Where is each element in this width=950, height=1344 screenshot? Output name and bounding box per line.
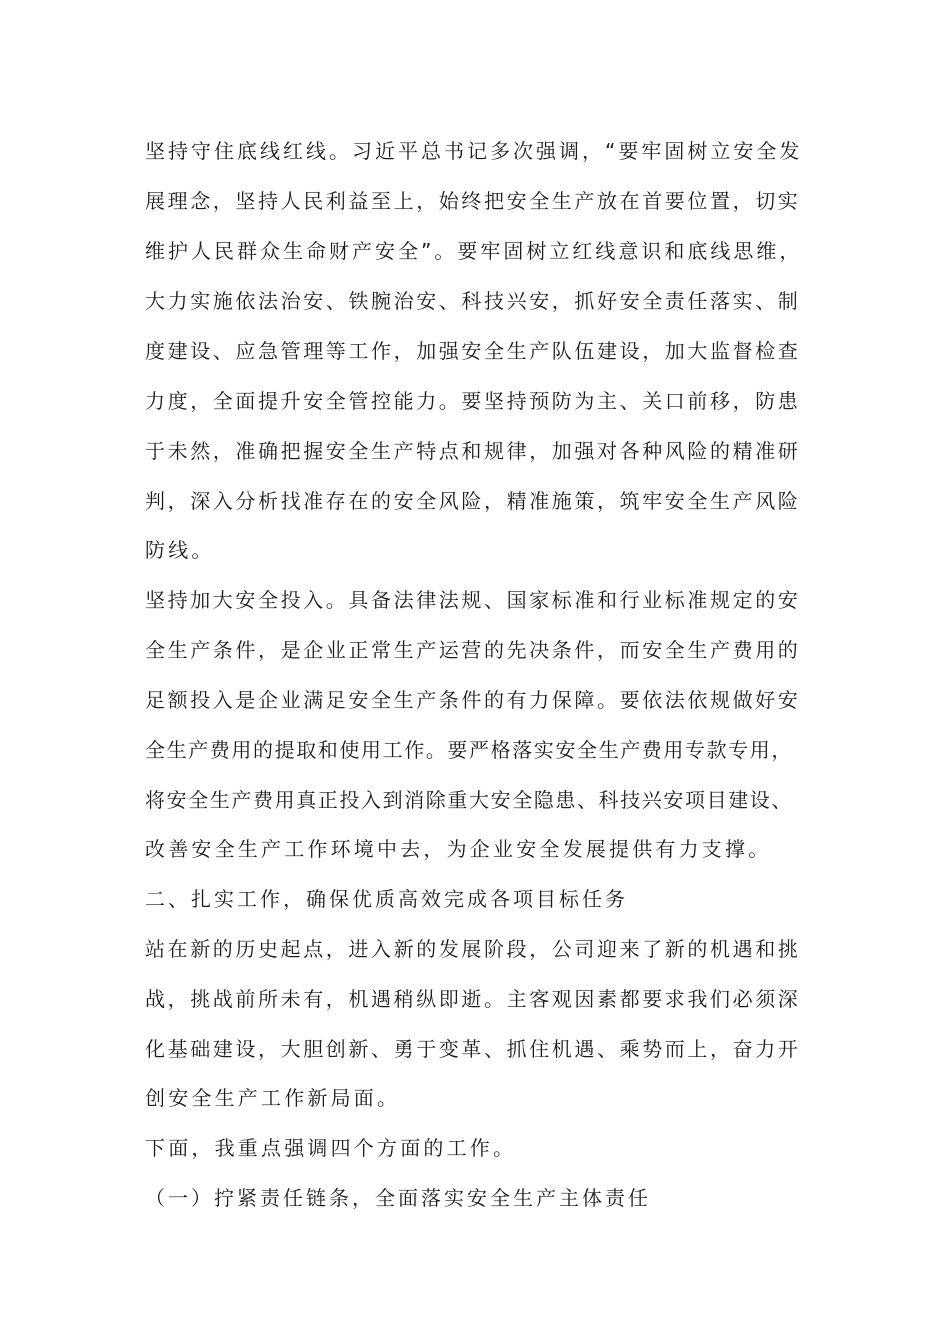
text-line: 战，挑战前所未有，机遇稍纵即逝。主客观因素都要求我们必须深	[145, 987, 801, 1011]
subsection-heading: （一）拧紧责任链条，全面落实安全生产主体责任	[145, 1186, 651, 1210]
text-line: 改善安全生产工作环境中去，为企业安全发展提供有力支撑。	[145, 837, 772, 861]
text-line: 化基础建设，大胆创新、勇于变革、抓住机遇、乘势而上，奋力开	[145, 1037, 801, 1061]
text-line: 坚持加大安全投入。具备法律法规、国家标准和行业标准规定的安	[145, 588, 801, 612]
text-line: 判，深入分析找准存在的安全风险，精准施策，筑牢安全生产风险	[145, 489, 801, 513]
text-line: 全生产费用的提取和使用工作。要严格落实安全生产费用专款专用，	[145, 738, 793, 762]
text-line: 全生产条件，是企业正常生产运营的先决条件，而安全生产费用的	[145, 638, 801, 662]
text-line: 防线。	[145, 538, 215, 562]
text-line: 坚持守住底线红线。习近平总书记多次强调，“要牢固树立安全发	[145, 139, 803, 163]
text-line: 创安全生产工作新局面。	[145, 1086, 401, 1110]
text-line: 展理念，坚持人民利益至上，始终把安全生产放在首要位置，切实	[145, 189, 801, 213]
text-line: 下面，我重点强调四个方面的工作。	[145, 1136, 517, 1160]
text-line: 维护人民群众生命财产安全”。要牢固树立红线意识和底线思维，	[145, 239, 803, 263]
text-line: 足额投入是企业满足安全生产条件的有力保障。要依法依规做好安	[145, 688, 801, 712]
text-line: 度建设、应急管理等工作，加强安全生产队伍建设，加大监督检查	[145, 339, 801, 363]
text-line: 力度，全面提升安全管控能力。要坚持预防为主、关口前移，防患	[145, 389, 801, 413]
text-line: 站在新的历史起点，进入新的发展阶段，公司迎来了新的机遇和挑	[145, 937, 801, 961]
text-line: 将安全生产费用真正投入到消除重大安全隐患、科技兴安项目建设、	[145, 788, 793, 812]
text-line: 大力实施依法治安、铁腕治安、科技兴安，抓好安全责任落实、制	[145, 289, 801, 313]
section-heading: 二、扎实工作，确保优质高效完成各项目标任务	[145, 887, 628, 911]
text-line: 于未然，准确把握安全生产特点和规律，加强对各种风险的精准研	[145, 439, 801, 463]
